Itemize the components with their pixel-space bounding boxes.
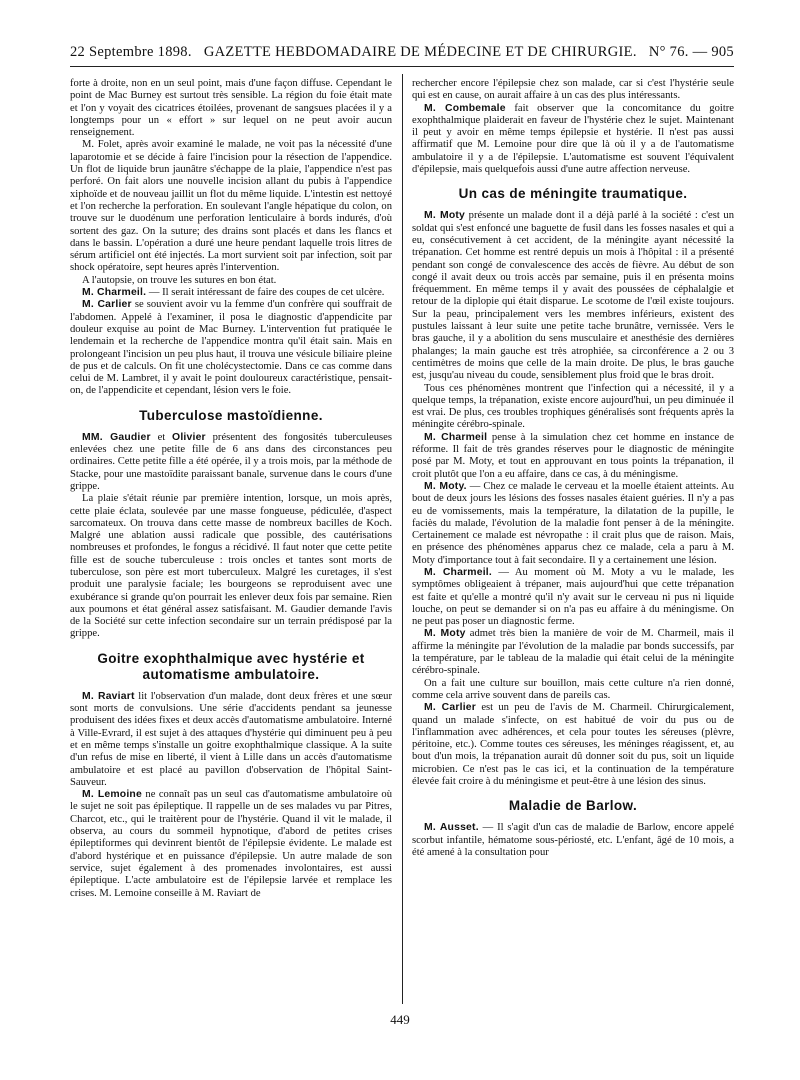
section-heading: Maladie de Barlow. [508,798,638,814]
speaker-name: M. Moty. [424,480,467,492]
paragraph [412,822,734,859]
paragraph [412,432,734,481]
header-issue-page: N° 76. — 905 [648,44,734,60]
speaker-name: MM. Gaudier [82,431,151,443]
speaker-name: M. Charmeil. [82,287,147,299]
speaker-name: M. Moty [424,628,466,640]
paragraph [70,691,392,789]
speaker-name: M. Ausset. [424,822,479,834]
speaker-name: M. Combemale [424,102,506,114]
paragraph-text: lit l'observation d'un malade, dont deux frères et une sœur sont morts de convulsions. Une série d'accidents pendant sa jeunesse produisent des idées fixes et deux accès d'automatisme ambulatoire. Interné à Ville-Evrard, il est sujet à des attaques d'hystérie qui diminuent peu à peu et en même temps s'installe un goitre exophthalmique classique. A la suite d'un refus de mise en liberté, il vient à Lille dans un accès d'automatisme ambulatoire et est placé au pavillon d'observation de l'hôpital Saint-Sauveur. [70,690,393,788]
speaker-name: M. Carlier [424,702,477,714]
header-rule [70,66,734,67]
paragraph-text: se souvient avoir vu la femme d'un confrère qui souffrait de l'abdomen. Appelé à l'examiner, il posa le diagnostic d'appendicite par douleur exquise au point de Mac Burney. L'intervention fut pratiquée le lendemain et la recherche de l'appendice montra qu'il était sain. Mais en prolongeant l'incision un peu plus haut, il trouva une vésicule biliaire pleine de pus et de calculs. On fit une cholécystectomie. Dans ce cas comme dans celui de M. Lambret, il y avait le point douloureux caractéristique, pensait-on, de l'appendicite et cependant, lésion vers le foie. [70,299,392,397]
paragraph [412,481,734,567]
paragraph-text: — Il s'agit d'un cas de maladie de Barlow, encore appelé scorbut infantile, hématome sous-périosté, etc. L'enfant, âgé de 10 mois, a été amené à la consultation pour [412,822,734,858]
left-column [70,78,392,900]
header-date: 22 Septembre 1898. [70,44,192,60]
section-heading: Un cas de méningite traumatique. [458,186,688,202]
paragraph-text: — Chez ce malade le cerveau et la moelle étaient atteints. Au bout de deux jours les lésions des fosses nasales étaient guéries. Il n'y a pas eu de vomissements, mais la température, la dilatation de la pupille, le faciès du malade, l'évolution de la maladie font penser à de la méningite. Certainement ce malade est névropathe : il crait plus que de raison. Mais, en présence des phénomènes apparus chez ce malade, cela a paru à M. Moty d'importance tout à fait secondaire. Il y a certainement une lésion. [412,480,734,566]
paragraph [70,432,392,493]
speaker-name: M. Carlier [82,299,132,311]
paragraph-text: fait observer que la concomitance du goitre exophthalmique plaiderait en faveur de l'hystérie chez le sujet. Maintenant il peut y avoir en même temps épilepsie et hystérie. Il n'est pas aussi affirmatif que M. Lemoine pour dire que là où il y a de l'automatisme ambulatoire il y a de l'épilepsie. L'automatisme est souvent l'équivalent d'épilepsie, mais quelquefois aussi d'une autre affection nerveuse. [412,102,735,176]
page-folio: 449 [390,1012,410,1027]
paragraph [70,789,392,900]
paragraph [412,702,734,788]
paragraph [412,567,734,628]
paragraph-text: ne connaît pas un seul cas d'automatisme ambulatoire où le sujet ne soit pas épileptique. Il rappelle un de ses malades vu par Pitres, Charcot, etc., qui le traitèrent pour de l'hystérie. Quand il vit le malade, il observa, au cours du sommeil hypnotique, d'abord de petites crises épileptiformes qui devinrent bientôt de l'épilepsie évidente. Le malade est d'abord hystérique et en puissance d'épilepsie. Un autre malade de son service, sujet également à des promenades involontaires, est aussi épileptique. L'acte ambulatoire est de l'épilepsie larvée et remplace les crises. M. Lemoine conseille à M. Raviart de [70,789,392,899]
paragraph: La plaie s'était réunie par première intention, lorsque, un mois après, cette plaie éclata, soulevée par une masse fongueuse, pédiculée, d'aspect sarcomateux. On trouva dans cette masse de nombreux bacilles de Koch. Malgré une ablation aussi radicale que possible, des cautérisations nombreuses et profondes, le fongus a récidivé. Il faut noter que cette petite fille est de souche tuberculeuse : trois oncles et tantes sont morts de tuberculose, son père est mort tuberculeux. Malgré les curetages, il s'est produit une paralysie faciale; les bourgeons se reproduisent avec une exubérance si grande qu'on pourrait les enlever deux fois par semaine. Rien aux poumons et état général assez satisfaisant. M. Gaudier demande l'avis de la Société sur cette infection secondaire sur un terrain prédisposé par la grippe. [70,493,392,640]
paragraph [70,287,392,299]
paragraph [412,628,734,677]
speaker-name: M. Raviart [82,690,135,702]
paragraph-text: présentent des fongosités tuberculeuses enlevées chez une petite fille de 6 ans dans des circonstances peu ordinaires. Cette petite fille a été opérée, il y a trois mois, par la méthode de Stacke, pour une mastoïdite paraissant banale, survenue dans le cours d'une grippe. [70,431,392,492]
speaker-name: M. Charmeil [424,431,488,443]
paragraph-text: présente un malade dont il a déjà parlé à la société : c'est un soldat qui s'est enfoncé une baguette de fusil dans les fosses nasales et qui a eu, consécutivement à cet accident, de la méningite ayant nécessité la trépanation. Cet homme est rentré depuis un mois à l'hôpital : il a présenté pendant son congé de convalescence des accès de fièvre. Au début de son congé il avait deux ou trois accès par semaine, puis il en présenta moins fréquemment. En même temps il y avait des poussées de céphalalgie et retour de la diplopie qui était disparue. Le scotome de l'œil existe toujours. Sur la peau, principalement vers les membres inférieurs, existent des pustules laissant à leur suite une petite tache brunâtre, vernissée. Vers le bras gauche, il y a abolition du sens musculaire et anesthésie des dernières phalanges; la main gauche est très atrophiée, sa circonférence a 2 ou 3 centimètres de moins que celle de la main droite. De plus, le bras gauche est, jusqu'au niveau du coude, sensiblement plus froid que le bras droit. [412,210,735,382]
section-heading: Tuberculose mastoïdienne. [139,407,323,423]
speaker-name: M. Moty [424,210,466,222]
paragraph: rechercher encore l'épilepsie chez son malade, car si c'est l'hystérie seule qui est en cause, on aurait affaire à un cas des plus intéressants. [412,78,734,102]
paragraph [412,210,734,382]
paragraph: M. Folet, après avoir examiné le malade, ne voit pas la nécessité d'une laparotomie et se décide à faire l'incision pour la résection de l'appendice. Un flot de liquide brun jaunâtre s'échappe de la plaie, l'appendice n'est pas perforé. On fait alors une nouvelle incision allant du pubis à l'appendice xiphoïde et de nouveau jaillit un flot du même liquide. L'intestin est nettoyé et l'on recherche la perforation. En soulevant l'angle hépatique du colon, on trouve sur le duodénum une perforation lenticulaire à bords indurés, d'où sortent des gaz. On la suture; des drains sont placés et dans les flancs et dans le bassin. L'opération a duré une heure pendant laquelle trois litres de sérum artificiel ont été injectés. La mort survient soit par infection, soit par shock opératoire, sept heures après l'intervention. [70,139,392,274]
paragraph-text: et [150,431,173,443]
speaker-name: Olivier [172,431,206,443]
paragraph: On a fait une culture sur bouillon, mais cette culture n'a rien donné, comme cela arrive souvent dans de pareils cas. [412,677,734,701]
header-journal-title: GAZETTE HEBDOMADAIRE DE MÉDECINE ET DE CHIRURGIE. [203,44,637,60]
running-header [70,44,734,62]
paragraph [412,103,734,177]
paragraph: A l'autopsie, on trouve les sutures en bon état. [82,274,277,286]
speaker-name: M. Lemoine [82,789,142,801]
paragraph-text: — Au moment où M. Moty a vu le malade, les symptômes obligeaient à trépaner, mais aujourd'hui que cette trépanation est faite et qu'elle a montré qu'il n'y avait sur le cerveau ni pus ni liquide louche, on peut se demander si on n'a pas eu affaire à du méningisme. On ne peut pas poser un diagnostic ferme. [412,566,734,628]
paragraph-text: — Il serait intéressant de faire des coupes de cet ulcère. [146,287,385,299]
paragraph: Tous ces phénomènes montrent que l'infection qui a nécessité, il y a quelque temps, la trépanation, existe encore aujourd'hui, un peu diminuée il est vrai. De plus, ces troubles trophiques généralisés sont fréquents après la méningite cérébro-spinale. [412,382,734,431]
paragraph [70,299,392,397]
section-heading: Goitre exophthalmique avec hystérie et automatisme ambulatoire. [97,650,365,682]
column-divider [402,74,403,1004]
paragraph-text: admet très bien la manière de voir de M. Charmeil, mais il affirme la méningite par l'évolution de la maladie par bonds successifs, par la température, par le tableau de la maladie qui était celui de la méningite cérébro-spinale. [412,628,734,677]
paragraph-text: est un peu de l'avis de M. Charmeil. Chirurgicalement, quand un malade s'infecte, on est habitué de voir du pus ou de l'inflammation avec adhérences, et cela pour toutes les séreuses (plèvre, péritoine, etc.). Comme toutes ces séreuses, les méninges réagissent, et, au bout d'un mois, la trépanation aurait dû donner soit du pus, soit un liquide microbien. Ce n'est pas le cas ici, et la continuation de la température élevée fait croire à du méningisme et peut-être à une lésion des sinus. [412,702,734,788]
speaker-name: M. Charmeil. [424,566,492,578]
paragraph: forte à droite, non en un seul point, mais d'une façon diffuse. Cependant le point de Mac Burney est surtout très sensible. La région du foie était mate et l'on y voyait des cicatrices étoilées, provenant de sangsues placées il y a longtemps pour un « effort » sur lequel on ne peut avoir aucun renseignement. [70,78,392,139]
paragraph-text: pense à la simulation chez cet homme en instance de réforme. Il fait de très grandes réserves pour le diagnostic de méningite posé par M. Moty, et tout en approuvant en tous points la trépanation, il croit plutôt que l'on a eu affaire, dans ce cas, à du méningisme. [412,431,734,480]
right-column [412,78,734,859]
